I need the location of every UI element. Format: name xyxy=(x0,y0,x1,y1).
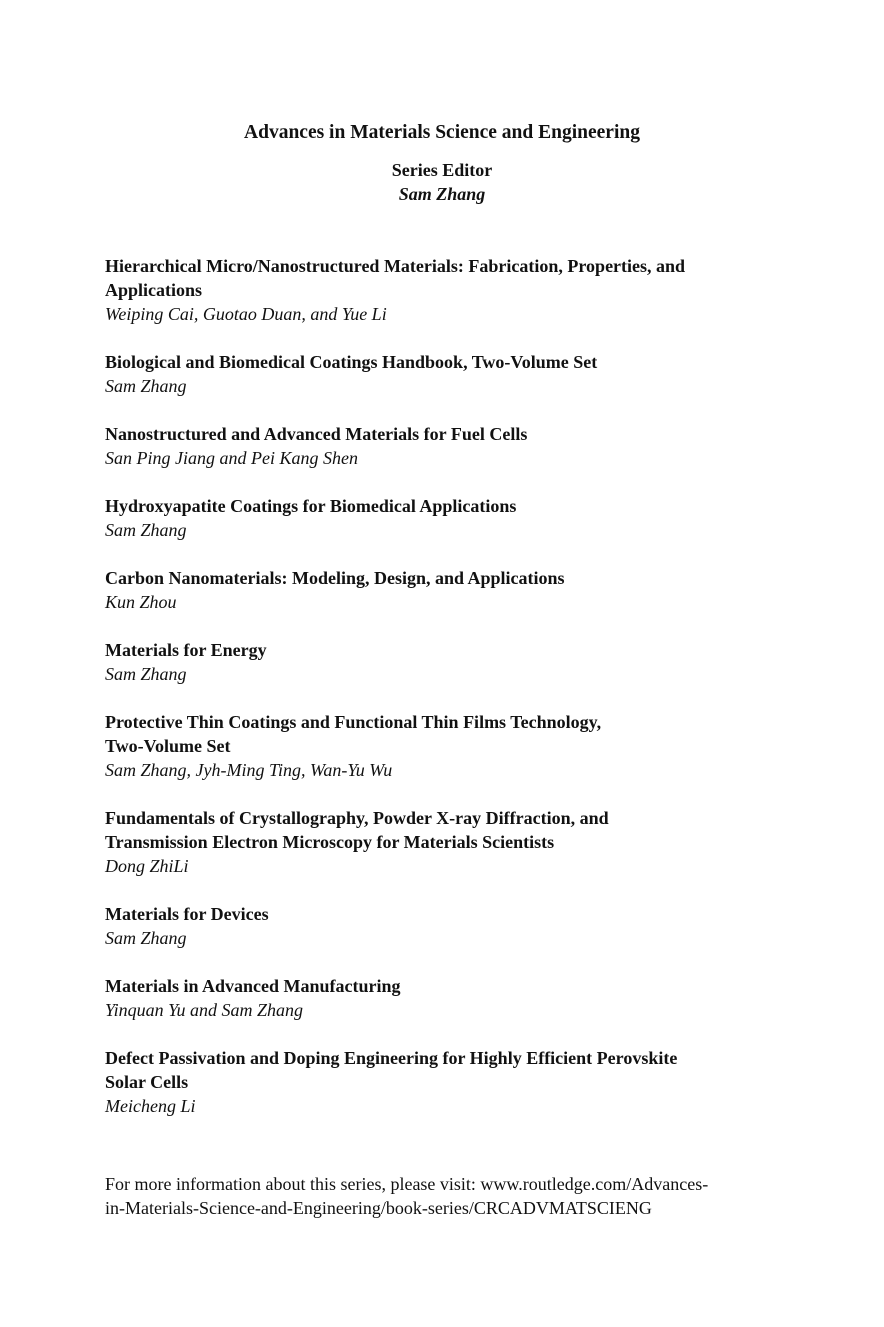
book-title: Protective Thin Coatings and Functional Thin Films Technology, Two-Volume Set xyxy=(105,712,602,756)
book-authors: Kun Zhou xyxy=(105,592,177,612)
book-title: Materials in Advanced Manufacturing xyxy=(105,976,401,996)
book-entry xyxy=(105,350,785,398)
book-title: Defect Passivation and Doping Engineering for Highly Efficient Perovskite Solar Cells xyxy=(105,1048,678,1092)
book-title: Materials for Devices xyxy=(105,904,269,924)
book-list xyxy=(105,254,785,1142)
series-editor-name: Sam Zhang xyxy=(398,184,486,204)
book-entry xyxy=(105,422,785,470)
book-entry xyxy=(105,710,785,782)
book-authors: Dong ZhiLi xyxy=(105,856,189,876)
series-title: Advances in Materials Science and Engineering xyxy=(244,122,640,143)
book-entry xyxy=(105,566,785,614)
book-entry xyxy=(105,638,785,686)
book-authors: San Ping Jiang and Pei Kang Shen xyxy=(105,448,358,468)
series-editor-label: Series Editor xyxy=(391,160,493,180)
more-info-text xyxy=(105,1172,795,1220)
book-authors: Weiping Cai, Guotao Duan, and Yue Li xyxy=(105,304,387,324)
book-title: Carbon Nanomaterials: Modeling, Design, and Applications xyxy=(105,568,565,588)
more-info-line: For more information about this series, please visit: www.routledge.com/Advances- xyxy=(105,1174,709,1194)
book-authors: Sam Zhang xyxy=(105,520,187,540)
book-authors: Sam Zhang xyxy=(105,664,187,684)
book-entry xyxy=(105,254,785,326)
book-title: Nanostructured and Advanced Materials for Fuel Cells xyxy=(105,424,528,444)
book-authors: Sam Zhang xyxy=(105,928,187,948)
book-entry xyxy=(105,974,785,1022)
more-info-line: in-Materials-Science-and-Engineering/book-series/CRCADVMATSCIENG xyxy=(105,1198,652,1218)
book-authors: Sam Zhang, Jyh-Ming Ting, Wan-Yu Wu xyxy=(105,760,393,780)
book-entry xyxy=(105,494,785,542)
book-title: Biological and Biomedical Coatings Handbook, Two-Volume Set xyxy=(105,352,598,372)
book-entry xyxy=(105,1046,785,1118)
book-title: Fundamentals of Crystallography, Powder X-ray Diffraction, and Transmission Electron Microscopy for Materials Scientists xyxy=(105,808,609,852)
book-title: Hydroxyapatite Coatings for Biomedical Applications xyxy=(105,496,517,516)
book-authors: Meicheng Li xyxy=(105,1096,196,1116)
book-title: Materials for Energy xyxy=(105,640,267,660)
book-title: Hierarchical Micro/Nanostructured Materials: Fabrication, Properties, and Applications xyxy=(105,256,686,300)
book-entry xyxy=(105,902,785,950)
book-authors: Yinquan Yu and Sam Zhang xyxy=(105,1000,304,1020)
book-authors: Sam Zhang xyxy=(105,376,187,396)
book-entry xyxy=(105,806,785,878)
